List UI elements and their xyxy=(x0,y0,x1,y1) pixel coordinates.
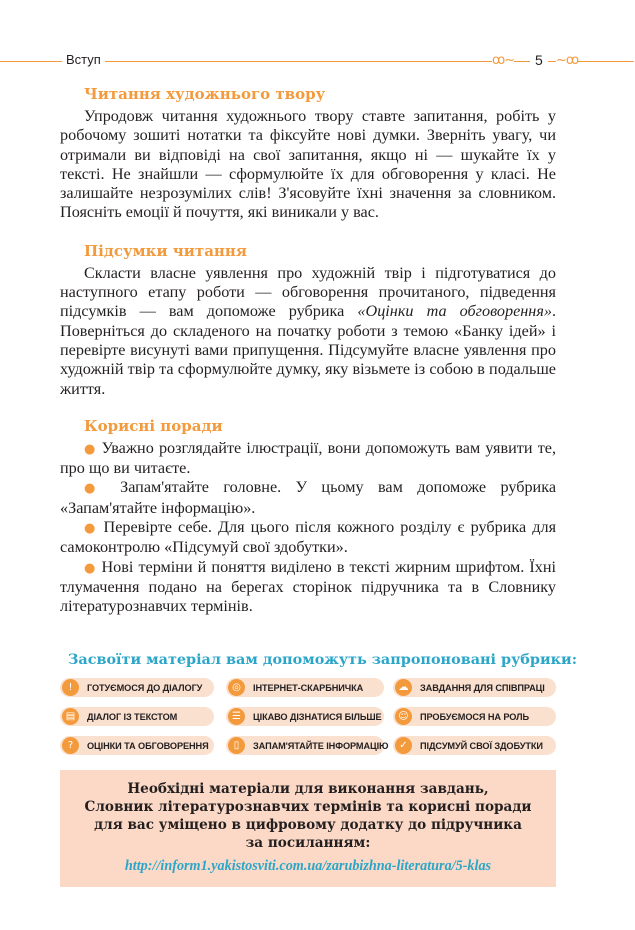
question-icon: ? xyxy=(62,737,79,754)
tip-item: ● Уважно розглядайте ілюстрації, вони допоможуть вам уявити те, про що ви читаєте. xyxy=(60,438,556,478)
digital-supplement-link[interactable]: http://inform1.yakistosviti.com.ua/zarubizhna-literatura/5-klas xyxy=(124,858,492,874)
rubric-text-dialogue: ▤ ДІАЛОГ ІЗ ТЕКСТОМ xyxy=(60,707,214,726)
globe-icon: ◎ xyxy=(228,679,245,696)
paragraph-reading: Упродовж читання художнього твору ставте запитання, робіть у робочому зошиті нотатки та фіксуйте нові думки. Зверніть увагу, чи отримали ви відповіді на свої запитання, якщо ні — шукайте їх у тексті. Не знайшли — сформулюйте їх для обговорення у класі. Не залишайте незрозумілих слів! З'ясовуйте їхні значення за словником. Поясніть емоції й почуття, які виникали у вас. xyxy=(60,107,556,222)
rubric-dialogue-prep: ! ГОТУЄМОСЯ ДО ДІАЛОГУ xyxy=(60,678,214,697)
tip-item: ● Перевірте себе. Для цього після кожного розділу є рубрика для самоконтролю «Підсумуй свої здобутки». xyxy=(60,518,557,557)
rubric-evaluation: ? ОЦІНКИ ТА ОБГОВОРЕННЯ xyxy=(60,736,214,755)
bullet-icon: ● xyxy=(84,560,97,576)
rubric-reference: «Оцінки та обговорення» xyxy=(357,302,552,321)
section-title: Вступ xyxy=(62,52,105,67)
tip-item: ● Нові терміни й поняття виділено в тексті жирним шрифтом. Їхні тлумачення подано на берегах сторінок підручника та в Словнику літературознавчих термінів. xyxy=(60,557,557,616)
rubric-summary: ✓ ПІДСУМУЙ СВОЇ ЗДОБУТКИ xyxy=(393,736,556,755)
rubric-role-play: ☺ ПРОБУЄМОСЯ НА РОЛЬ xyxy=(393,707,556,726)
rubrics-title: Засвоїти матеріал вам допоможуть запропоновані рубрики: xyxy=(68,651,578,668)
rubric-remember: ▯ ЗАПАМ'ЯТАЙТЕ ІНФОРМАЦІЮ xyxy=(226,736,384,755)
rubric-learn-more: ☰ ЦІКАВО ДІЗНАТИСЯ БІЛЬШЕ xyxy=(226,707,384,726)
book-icon: ▤ xyxy=(62,708,79,725)
thumbs-up-icon: ✓ xyxy=(395,737,412,754)
tip-item: ● Запам'ятайте головне. У цьому вам допоможе рубрика «Запам'ятайте інформацію». xyxy=(60,478,557,517)
ornament-left-icon: ꝏ~ xyxy=(492,53,515,68)
chat-icon: ☁ xyxy=(395,679,412,696)
rubric-internet: ◎ ІНТЕРНЕТ-СКАРБНИЧКА xyxy=(226,678,384,697)
rubric-cooperation: ☁ ЗАВДАННЯ ДЛЯ СПІВПРАЦІ xyxy=(393,678,556,697)
main-content xyxy=(60,84,556,617)
exclamation-icon: ! xyxy=(62,679,79,696)
phone-icon: ▯ xyxy=(228,737,245,754)
paragraph-summary: Скласти власне уявлення про художній твір і підготуватися до наступного етапу роботи — обговорення прочитаного, підведення підсумків — вам допоможе рубрика «Оцінки та обговорення». Поверніться до складеного на початку роботи з темою «Банку ідей» і перевірте висунуті вами припущення. Підсумуйте власне уявлення про художній твір та сформулюйте думку, яку візьмете із собою в подальше життя. xyxy=(60,263,556,398)
bullet-icon: ● xyxy=(84,481,106,497)
bullet-icon: ● xyxy=(84,441,97,457)
info-line: для вас уміщено в цифровому додатку до підручника xyxy=(94,817,522,833)
stack-icon: ☰ xyxy=(228,708,245,725)
heading-reading: Читання художнього твору xyxy=(84,85,326,103)
page-header xyxy=(0,52,635,72)
bullet-icon: ● xyxy=(84,521,98,537)
info-box xyxy=(60,770,556,887)
info-line: за посиланням: xyxy=(245,835,371,851)
page-number: 5 xyxy=(530,52,548,68)
info-line: Необхідні матеріали для виконання завдань, xyxy=(127,781,489,797)
heading-tips: Корисні поради xyxy=(84,416,223,435)
heading-summary: Підсумки читання xyxy=(84,241,247,260)
ornament-right-icon: ~ꝏ xyxy=(556,53,579,68)
masks-icon: ☺ xyxy=(395,708,412,725)
info-line: Словник літературознавчих термінів та корисні поради xyxy=(84,799,532,815)
